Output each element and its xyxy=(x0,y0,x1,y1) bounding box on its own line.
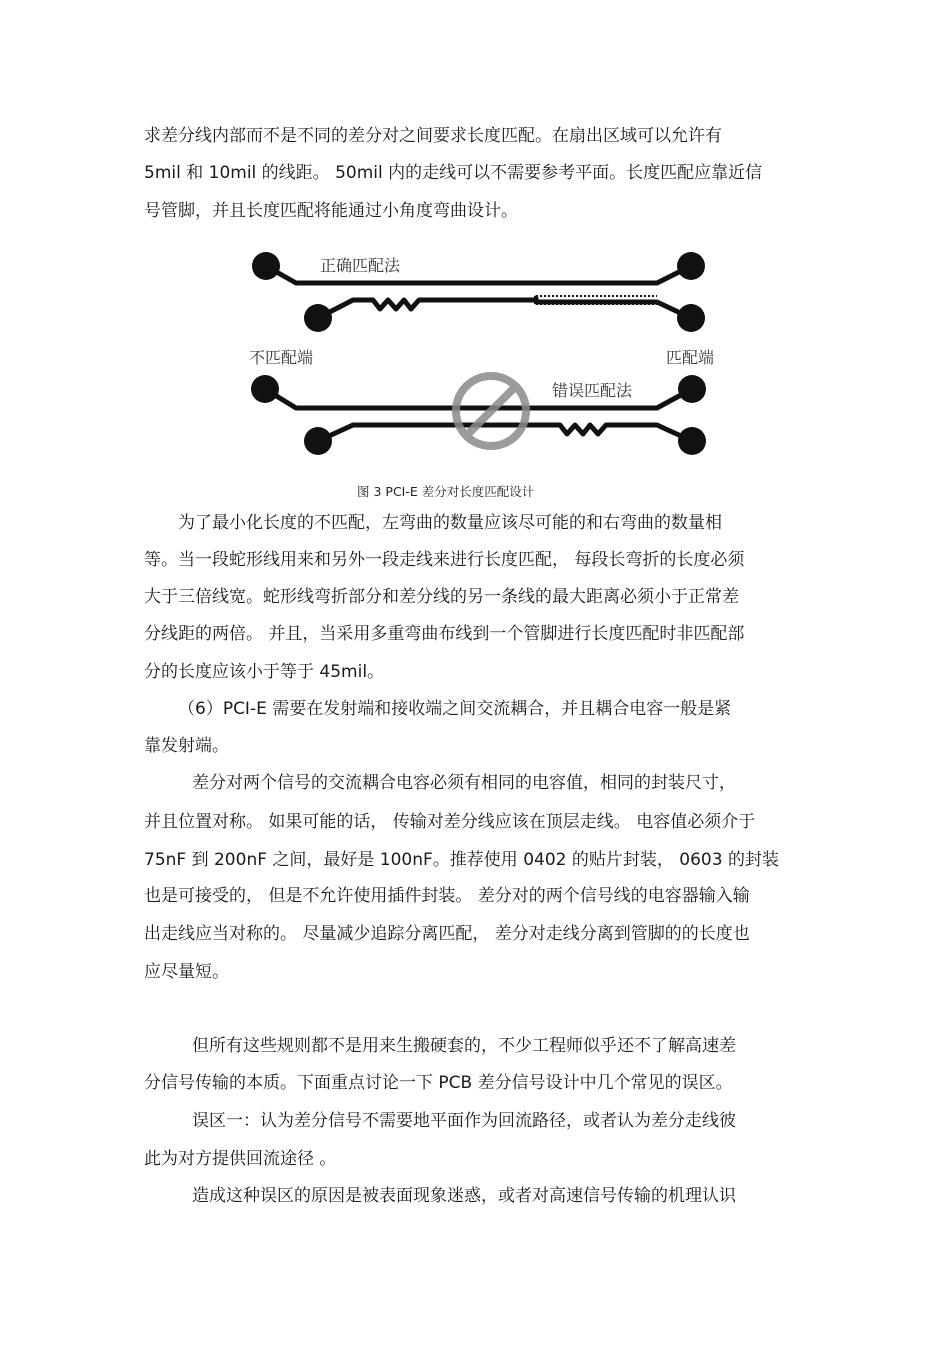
text-line: 靠发射端。 xyxy=(144,736,229,756)
trace xyxy=(318,425,692,441)
text-line: 差分对两个信号的交流耦合电容必须有相同的电容值，相同的封装尺寸， xyxy=(192,773,736,793)
text-line: 号管脚，并且长度匹配将能通过小角度弯曲设计。 xyxy=(144,201,518,221)
text-line: 5mil 和 10mil 的线距。 50mil 内的走线可以不需要参考平面。长度匹配应靠近信 xyxy=(144,163,763,183)
text-line: 造成这种误区的原因是被表面现象迷惑，或者对高速信号传输的机理认识 xyxy=(192,1186,736,1206)
text-line: （6）PCI-E 需要在发射端和接收端之间交流耦合，并且耦合电容一般是紧 xyxy=(178,699,732,719)
text-line: 误区一：认为差分信号不需要地平面作为回流路径，或者认为差分走线彼 xyxy=(192,1111,736,1131)
text-line: 求差分线内部而不是不同的差分对之间要求长度匹配。在扇出区域可以允许有 xyxy=(144,126,722,146)
text-line: 也是可接受的， 但是不允许使用插件封装。 差分对的两个信号线的电容器输入输 xyxy=(144,886,750,906)
text-line: 等。当一段蛇形线用来和另外一段走线来进行长度匹配， 每段长弯折的长度必须 xyxy=(144,550,745,570)
label-matched-end: 匹配端 xyxy=(666,348,715,367)
text-line: 并且位置对称。 如果可能的话， 传输对差分线应该在顶层走线。 电容值必须介于 xyxy=(144,812,756,832)
text-line: 出走线应当对称的。 尽量减少追踪分离匹配， 差分对走线分离到管脚的的长度也 xyxy=(144,924,750,944)
text-line: 大于三倍线宽。蛇形线弯折部分和差分线的另一条线的最大距离必须小于正常差 xyxy=(144,587,739,607)
text-line: 75nF 到 200nF 之间，最好是 100nF。推荐使用 0402 的贴片封装， 0603 的封装 xyxy=(144,850,779,870)
label-wrong-matching: 错误匹配法 xyxy=(552,381,633,400)
text-line: 应尽量短。 xyxy=(144,962,229,982)
label-correct-matching: 正确匹配法 xyxy=(320,256,401,275)
text-line: 此为对方提供回流途径 。 xyxy=(144,1149,337,1169)
figure-caption: 图 3 PCI-E 差分对长度匹配设计 xyxy=(357,484,535,499)
text-line: 但所有这些规则都不是用来生搬硬套的，不少工程师似乎还不了解高速差 xyxy=(192,1036,736,1056)
text-line: 分信号传输的本质。下面重点讨论一下 PCB 差分信号设计中几个常见的误区。 xyxy=(144,1073,733,1093)
label-unmatched-end: 不匹配端 xyxy=(249,348,314,367)
pcie-length-matching-figure xyxy=(0,0,950,470)
text-line: 为了最小化长度的不匹配，左弯曲的数量应该尽可能的和右弯曲的数量相 xyxy=(178,513,722,533)
text-line: 分的长度应该小于等于 45mil。 xyxy=(144,662,385,682)
text-line: 分线距的两倍。 并且，当采用多重弯曲布线到一个管脚进行长度匹配时非匹配部 xyxy=(144,624,745,644)
trace xyxy=(318,298,691,318)
prohibited-icon xyxy=(456,376,526,446)
